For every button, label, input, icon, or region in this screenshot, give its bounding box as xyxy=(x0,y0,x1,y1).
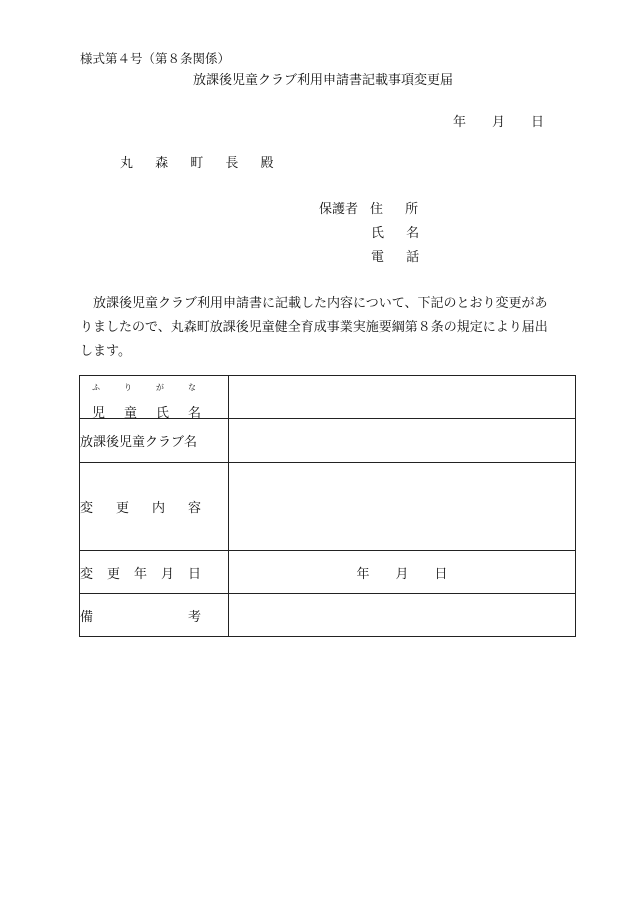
club-name-field[interactable] xyxy=(229,419,576,463)
address-label: 住 所 xyxy=(370,202,428,217)
remarks-field[interactable] xyxy=(229,594,576,637)
change-date-field[interactable] xyxy=(229,551,576,594)
club-name-label: 放課後児童クラブ名 xyxy=(80,419,229,463)
day-label: 日 xyxy=(434,566,448,582)
month-label: 月 xyxy=(492,115,506,130)
name-label: 氏 名 xyxy=(371,226,429,241)
change-content-field[interactable] xyxy=(229,463,576,551)
guardian-label: 保護者 xyxy=(319,202,359,217)
table-row xyxy=(80,551,576,594)
table-row xyxy=(80,376,576,419)
document-title: 放課後児童クラブ利用申請書記載事項変更届 xyxy=(193,73,454,88)
year-label: 年 xyxy=(356,566,370,582)
body-text: 放課後児童クラブ利用申請書に記載した内容について、下記のとおり変更がありましたので、丸森町放課後児童健全育成事業実施要綱第８条の規定により届出します。 xyxy=(80,296,548,359)
change-form-table xyxy=(79,375,576,637)
table-row xyxy=(80,463,576,551)
phone-label: 電 話 xyxy=(371,250,429,265)
day-label: 日 xyxy=(531,115,545,130)
table-row xyxy=(80,594,576,637)
change-date-label: 変 更 年 月 日 xyxy=(80,551,229,594)
remarks-label: 備 考 xyxy=(80,594,229,637)
form-number: 様式第４号（第８条関係） xyxy=(80,51,231,66)
submission-date xyxy=(453,116,544,129)
addressee: 丸 森 町 長 殿 xyxy=(120,156,283,171)
change-content-label: 変 更 内 容 xyxy=(80,463,229,551)
table-row xyxy=(80,419,576,463)
year-label: 年 xyxy=(453,115,467,130)
child-name-field[interactable] xyxy=(229,376,576,419)
furigana-label: ふ り が な xyxy=(92,383,196,392)
child-name-label: 児 童 氏 名 xyxy=(92,406,202,421)
child-name-label-cell xyxy=(80,376,229,419)
month-label: 月 xyxy=(395,566,409,582)
